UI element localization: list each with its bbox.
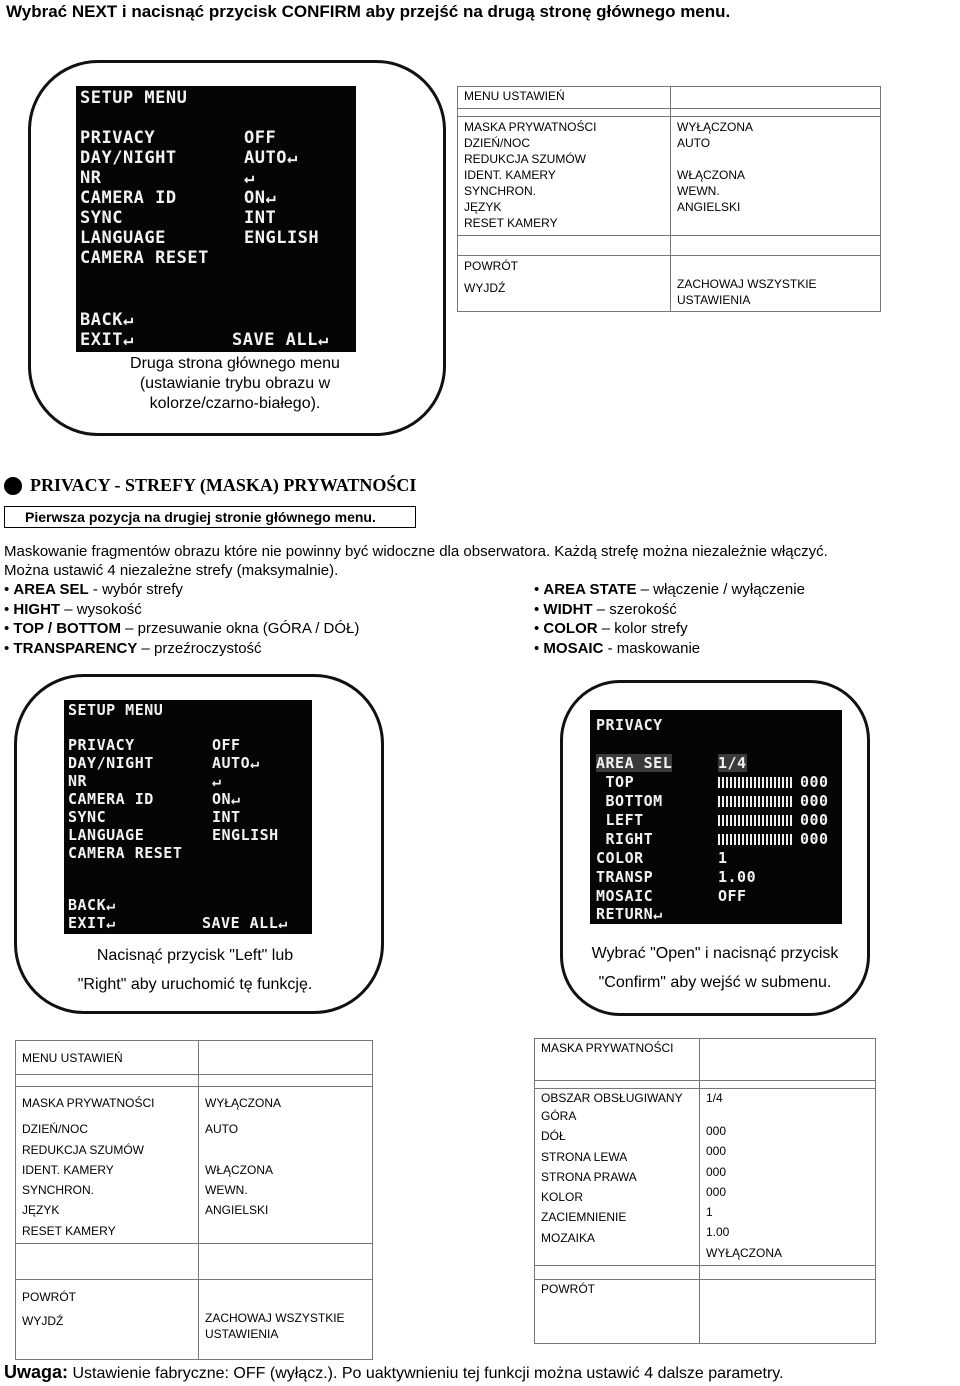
osd-item: RIGHT xyxy=(596,830,654,848)
table-header: MENU USTAWIEŃ xyxy=(16,1041,199,1075)
desc: przeźroczystość xyxy=(154,639,262,657)
osd-value: 1.00 xyxy=(718,868,757,886)
osd-item: PRIVACY xyxy=(68,736,135,754)
top-menu-table xyxy=(457,86,881,312)
menu-value: 000 xyxy=(706,1164,727,1179)
desc: wysokość xyxy=(76,600,142,618)
osd-value: OFF xyxy=(244,128,277,148)
list-item: • AREA STATE – włączenie / wyłączenie xyxy=(534,581,805,598)
osd-item: CAMERA ID xyxy=(80,188,177,208)
osd-value: ↵ xyxy=(244,168,255,188)
osd-value: INT xyxy=(244,208,277,228)
menu-value: WEWN. xyxy=(677,184,720,199)
level-bar-bottom xyxy=(718,796,794,807)
osd-value: 000 xyxy=(800,830,829,848)
table-footer-left xyxy=(458,256,671,312)
osd-value: 1/4 xyxy=(718,754,747,772)
menu-item: DÓŁ xyxy=(541,1129,566,1144)
sep: – xyxy=(597,620,615,637)
osd-item: DAY/NIGHT xyxy=(80,148,177,168)
menu-value: 1.00 xyxy=(706,1225,730,1240)
menu-exit: WYJDŹ xyxy=(464,281,506,296)
table-items-cell xyxy=(458,117,671,236)
osd-value: AUTO↵ xyxy=(212,754,260,772)
osd-item: LANGUAGE xyxy=(68,826,145,844)
osd-value: 000 xyxy=(800,773,829,791)
sep: – xyxy=(636,581,654,598)
osd-item: TRANSP xyxy=(596,868,654,886)
menu-value: 000 xyxy=(706,1144,727,1159)
osd-item: CAMERA RESET xyxy=(68,844,183,862)
osd-item: NR xyxy=(68,772,88,790)
note-label: Uwaga: xyxy=(4,1362,69,1382)
table-items-cell xyxy=(535,1089,700,1266)
osd-item: BOTTOM xyxy=(596,792,663,810)
menu-value: WYŁĄCZONA xyxy=(677,120,754,135)
sep: - xyxy=(88,581,103,598)
osd-back: BACK↵ xyxy=(68,896,116,914)
term: WIDHT xyxy=(543,600,593,618)
sep: – xyxy=(60,600,77,618)
osd-item: LANGUAGE xyxy=(80,228,166,248)
osd-item: NR xyxy=(80,168,102,188)
osd-value: INT xyxy=(212,808,241,826)
level-bar-left xyxy=(718,815,794,826)
osd-value: ENGLISH xyxy=(244,228,320,248)
osd-value: ENGLISH xyxy=(212,826,279,844)
menu-item: KOLOR xyxy=(541,1190,584,1205)
menu-back: POWRÓT xyxy=(535,1280,700,1344)
menu-item: SYNCHRON. xyxy=(22,1183,95,1198)
list-item: • MOSAIC - maskowanie xyxy=(534,639,701,657)
section-title: PRIVACY - STREFY (MASKA) PRYWATNOŚCI xyxy=(30,475,417,495)
table-values-cell xyxy=(700,1089,876,1266)
menu-item: SYNCHRON. xyxy=(464,184,537,199)
section-description-2: Można ustawić 4 niezależne strefy (maksymalnie). xyxy=(4,562,339,579)
term: AREA SEL xyxy=(13,581,89,598)
left-caption-2: "Right" aby uruchomić tę funkcję. xyxy=(77,976,313,993)
menu-back: POWRÓT xyxy=(464,259,518,274)
osd-value: ON↵ xyxy=(244,188,277,208)
desc: wybór strefy xyxy=(102,581,183,598)
osd-item: SYNC xyxy=(80,208,123,228)
desc: maskowanie xyxy=(616,639,701,657)
osd-title: PRIVACY xyxy=(596,716,663,734)
osd-value: OFF xyxy=(212,736,241,754)
list-item: • TOP / BOTTOM – przesuwanie okna (GÓRA / DÓŁ) xyxy=(4,620,360,637)
term: HIGHT xyxy=(13,600,61,618)
menu-value: 1 xyxy=(706,1205,713,1220)
menu-value: AUTO xyxy=(205,1122,239,1137)
section-subtitle: Pierwsza pozycja na drugiej stronie głównego menu. xyxy=(4,506,416,528)
list-item: • WIDHT – szerokość xyxy=(534,600,677,618)
list-item: • COLOR – kolor strefy xyxy=(534,620,688,637)
menu-item: OBSZAR OBSŁUGIWANY xyxy=(541,1091,683,1105)
menu-item: MASKA PRYWATNOŚCI xyxy=(22,1096,155,1110)
menu-value: AUTO xyxy=(677,136,711,151)
osd-item: LEFT xyxy=(596,811,644,829)
table-footer-left xyxy=(16,1280,199,1360)
menu-item: GÓRA xyxy=(541,1109,577,1123)
osd-value: 000 xyxy=(800,811,829,829)
menu-value: ANGIELSKI xyxy=(205,1203,269,1218)
osd-item: DAY/NIGHT xyxy=(68,754,154,772)
osd-item: MOSAIC xyxy=(596,887,654,905)
osd-item-selected: AREA SEL xyxy=(596,754,673,772)
bottom-left-menu-table xyxy=(15,1040,373,1360)
menu-exit: WYJDŹ xyxy=(22,1314,64,1329)
left-param-list xyxy=(4,580,359,658)
osd-title: SETUP MENU xyxy=(80,88,188,108)
note-text: Ustawienie fabryczne: OFF (wyłącz.). Po uaktywnieniu tej funkcji można ustawić 4 dalsze parametry. xyxy=(68,1365,784,1382)
table-values-cell xyxy=(199,1087,373,1244)
table-items-cell xyxy=(16,1087,199,1244)
desc: kolor strefy xyxy=(614,620,688,637)
menu-back: POWRÓT xyxy=(22,1290,76,1305)
menu-item: REDUKCJA SZUMÓW xyxy=(464,152,587,167)
term: MOSAIC xyxy=(543,639,604,657)
menu-item: JĘZYK xyxy=(464,200,502,215)
menu-value-empty xyxy=(677,151,874,167)
sep: – xyxy=(137,639,155,657)
list-item: • HIGHT – wysokość xyxy=(4,600,142,618)
sep: – xyxy=(120,620,138,637)
bullet-dot xyxy=(4,477,22,495)
osd-value: ON↵ xyxy=(212,790,241,808)
page-heading: Wybrać NEXT i nacisnąć przycisk CONFIRM aby przejść na drugą stronę głównego menu. xyxy=(6,2,731,21)
menu-item: ZACIEMNIENIE xyxy=(541,1210,627,1225)
osd-item: CAMERA RESET xyxy=(80,248,209,268)
osd-value: 1 xyxy=(718,849,728,867)
menu-item: DZIEŃ/NOC xyxy=(464,136,530,151)
menu-value: WŁĄCZONA xyxy=(205,1162,274,1177)
osd-exit: EXIT↵ xyxy=(80,330,134,350)
menu-item: MASKA PRYWATNOŚCI xyxy=(464,120,597,135)
osd-value: OFF xyxy=(718,887,747,905)
term: TOP / BOTTOM xyxy=(13,620,121,637)
osd-item: CAMERA ID xyxy=(68,790,154,808)
menu-item: STRONA PRAWA xyxy=(541,1169,637,1184)
menu-save: ZACHOWAJ WSZYSTKIE USTAWIENIA xyxy=(199,1280,373,1360)
right-caption-1: Wybrać "Open" i nacisnąć przycisk xyxy=(591,945,839,962)
menu-item: REDUKCJA SZUMÓW xyxy=(22,1142,145,1157)
menu-value: 000 xyxy=(706,1124,727,1138)
menu-value: WYŁĄCZONA xyxy=(205,1096,282,1110)
osd-item: SYNC xyxy=(68,808,107,826)
table-header: MASKA PRYWATNOŚCI xyxy=(535,1039,700,1081)
osd-item: COLOR xyxy=(596,849,644,867)
menu-value: 1/4 xyxy=(706,1091,723,1105)
osd-value: ↵ xyxy=(212,772,222,790)
menu-item: RESET KAMERY xyxy=(22,1223,116,1238)
osd-save: SAVE ALL↵ xyxy=(232,330,329,350)
list-item: • AREA SEL - wybór strefy xyxy=(4,581,183,598)
osd-exit: EXIT↵ xyxy=(68,914,116,932)
desc: włączenie / wyłączenie xyxy=(653,581,805,598)
menu-item: MOZAIKA xyxy=(541,1230,596,1245)
osd-value: 000 xyxy=(800,792,829,810)
desc: szerokość xyxy=(609,600,677,618)
sep: - xyxy=(603,639,617,657)
menu-item: RESET KAMERY xyxy=(464,216,558,231)
menu-value: 000 xyxy=(706,1184,727,1199)
level-bar-top xyxy=(718,777,794,788)
setup-menu-screen-top xyxy=(76,86,356,352)
menu-value: WŁĄCZONA xyxy=(677,168,746,183)
right-caption-2: "Confirm" aby wejść w submenu. xyxy=(598,974,832,991)
menu-item: JĘZYK xyxy=(22,1203,60,1218)
term: COLOR xyxy=(543,620,598,637)
desc: przesuwanie okna (GÓRA / DÓŁ) xyxy=(137,620,360,637)
osd-item: RETURN↵ xyxy=(596,905,663,923)
right-param-list xyxy=(534,580,805,658)
menu-value: WYŁĄCZONA xyxy=(706,1245,783,1260)
osd-item: PRIVACY xyxy=(80,128,156,148)
level-bar-right xyxy=(718,834,794,845)
term: TRANSPARENCY xyxy=(13,639,138,657)
osd-title: SETUP MENU xyxy=(68,701,164,719)
osd-item: TOP xyxy=(596,773,635,791)
table-values-cell xyxy=(671,117,881,236)
menu-item: IDENT. KAMERY xyxy=(22,1162,114,1177)
table-header: MENU USTAWIEŃ xyxy=(458,87,671,109)
term: AREA STATE xyxy=(543,581,637,598)
sep: – xyxy=(592,600,610,618)
osd-value: AUTO↵ xyxy=(244,148,298,168)
section-description-1: Maskowanie fragmentów obrazu które nie powinny być widoczne dla obserwatora. Każdą strefę można niezależnie włączyć. xyxy=(4,543,828,560)
footer-note xyxy=(4,1362,784,1383)
osd-back: BACK↵ xyxy=(80,310,134,330)
menu-item: DZIEŃ/NOC xyxy=(22,1122,88,1137)
bottom-right-menu-table xyxy=(534,1038,876,1344)
menu-save: ZACHOWAJ WSZYSTKIE USTAWIENIA xyxy=(671,256,881,312)
menu-value-empty xyxy=(205,1140,366,1160)
top-screen-caption: Druga strona głównego menu (ustawianie trybu obrazu w kolorze/czarno-białego). xyxy=(130,355,340,412)
menu-item: IDENT. KAMERY xyxy=(464,168,556,183)
osd-save: SAVE ALL↵ xyxy=(202,914,288,932)
list-item: • TRANSPARENCY – przeźroczystość xyxy=(4,639,262,657)
setup-menu-screen-mid xyxy=(64,700,312,934)
privacy-menu-screen xyxy=(590,710,842,924)
menu-value: WEWN. xyxy=(205,1183,248,1198)
menu-item: STRONA LEWA xyxy=(541,1149,628,1164)
menu-value: ANGIELSKI xyxy=(677,200,741,215)
left-caption-1: Nacisnąć przycisk "Left" lub xyxy=(96,947,294,964)
